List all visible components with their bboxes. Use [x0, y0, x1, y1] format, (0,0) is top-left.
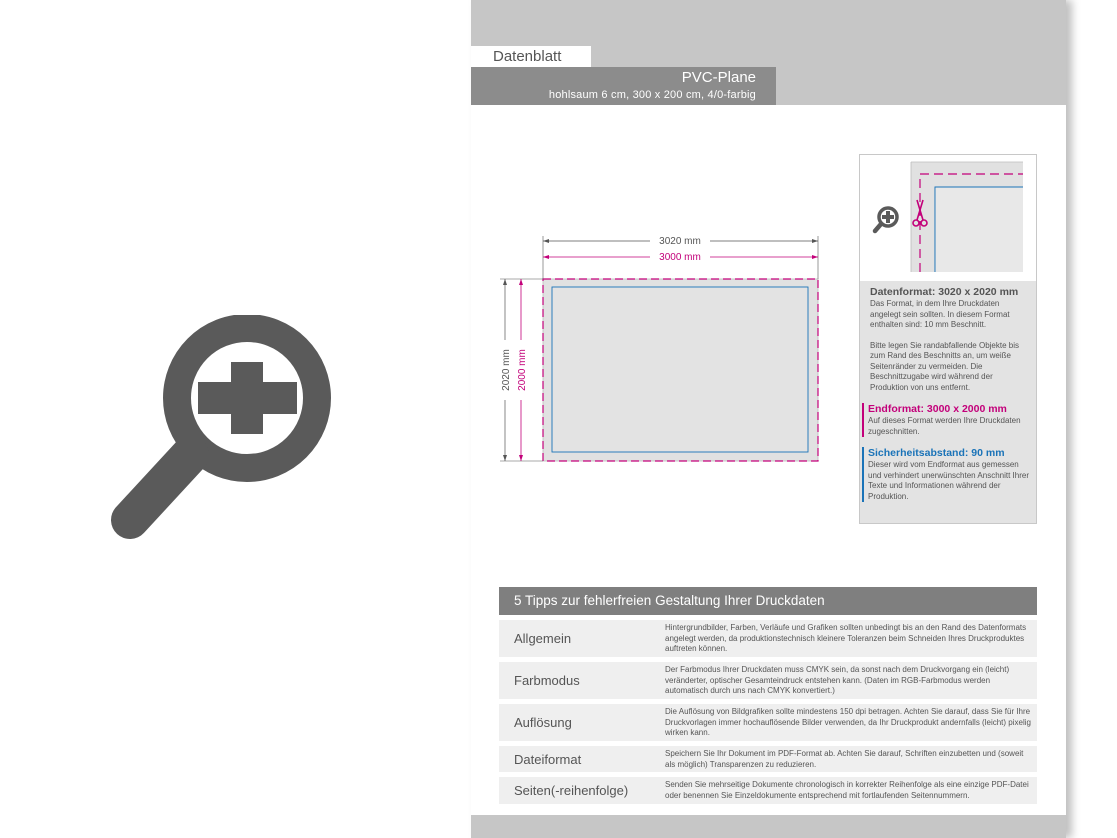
tip-row	[499, 662, 1037, 699]
format-info-text	[860, 281, 1036, 523]
format-info-panel	[859, 154, 1037, 524]
safety-block	[862, 447, 1030, 502]
safety-text: Dieser wird vom Endformat aus gemessen und verhindert unerwünschten Anschnitt Ihrer Texte und Informationen während der Produktion.	[868, 460, 1029, 501]
tip-label: Allgemein	[514, 631, 572, 646]
tab-label: Datenblatt	[471, 46, 591, 67]
zoom-in-icon[interactable]	[875, 208, 897, 231]
tip-label: Farbmodus	[514, 673, 580, 688]
tip-text: Die Auflösung von Bildgrafiken sollte mindestens 150 dpi betragen. Achten Sie darauf, dass Sie für Ihre Druckvorlagen immer hochauflösende Bilder verwenden, da Ihr Druckprodukt andernfalls (leicht) pixelig wirken kann.	[665, 707, 1031, 737]
tip-text: Der Farbmodus Ihrer Druckdaten muss CMYK sein, da sonst nach dem Druckvorgang ein (leicht) veränderter, optischer Gesamteindruck entstehen kann. (Daten im RGB-Farbmodus werden automatisch durch uns nach CMYK konvertiert.)	[665, 665, 1010, 695]
data-format-block	[870, 286, 1030, 393]
tip-row	[499, 620, 1037, 657]
data-format-title: Datenformat: 3020 x 2020 mm	[870, 286, 1019, 298]
title-box	[471, 67, 776, 105]
tip-row	[499, 777, 1037, 804]
tips-header: 5 Tipps zur fehlerfreien Gestaltung Ihrer Druckdaten	[499, 587, 1037, 615]
product-title: PVC-Plane	[681, 69, 756, 86]
tips-table	[499, 587, 1037, 804]
safety-area-border	[552, 287, 808, 452]
end-format-block	[862, 403, 1030, 437]
height-end-label: 2000 mm	[517, 349, 528, 391]
safety-title: Sicherheitsabstand: 90 mm	[868, 447, 1005, 459]
tip-label: Seiten(-reihenfolge)	[514, 783, 629, 798]
tip-text: Hintergrundbilder, Farben, Verläufe und Grafiken sollten unbedingt bis an den Rand des Datenformats angelegt werden, da produktionstechnisch kleinere Toleranzen beim Schneiden Ihres Druckproduktes auftreten können.	[665, 623, 1027, 653]
width-end-label: 3000 mm	[659, 252, 701, 263]
tip-row	[499, 704, 1037, 741]
tip-row	[499, 746, 1037, 772]
tip-text: Speichern Sie Ihr Dokument im PDF-Format ab. Achten Sie darauf, Schriften einzubetten und (soweit als möglich) Transparenzen zu reduzieren.	[665, 749, 1024, 769]
tip-label: Auflösung	[514, 715, 572, 730]
data-format-text2: Bitte legen Sie randabfallende Objekte bis zum Rand des Beschnitts an, um weiße Seitenränder zu vermeiden. Die Beschnittzugabe wird während der Produktion von uns entfernt.	[870, 340, 1019, 392]
end-format-text: Auf dieses Format werden Ihre Druckdaten zugeschnitten.	[868, 416, 1021, 436]
data-format-text1: Das Format, in dem Ihre Druckdaten angelegt sein sollten. In diesem Format enthalten sind: 10 mm Beschnitt.	[870, 299, 1010, 329]
width-data-label: 3020 mm	[659, 236, 701, 247]
height-data-label: 2020 mm	[501, 349, 512, 391]
format-diagram	[495, 225, 830, 475]
end-format-title: Endformat: 3000 x 2000 mm	[868, 403, 1007, 415]
zoom-in-icon[interactable]	[100, 315, 360, 550]
product-subtitle: hohlsaum 6 cm, 300 x 200 cm, 4/0-farbig	[548, 89, 756, 101]
corner-preview	[860, 155, 1036, 280]
page-footer	[471, 815, 1066, 838]
tip-label: Dateiformat	[514, 751, 582, 767]
tip-text: Senden Sie mehrseitige Dokumente chronologisch in korrekter Reihenfolge als eine einzige PDF-Datei oder benennen Sie Einzeldokumente entsprechend mit fortlaufenden Seitennummern.	[665, 780, 1029, 800]
